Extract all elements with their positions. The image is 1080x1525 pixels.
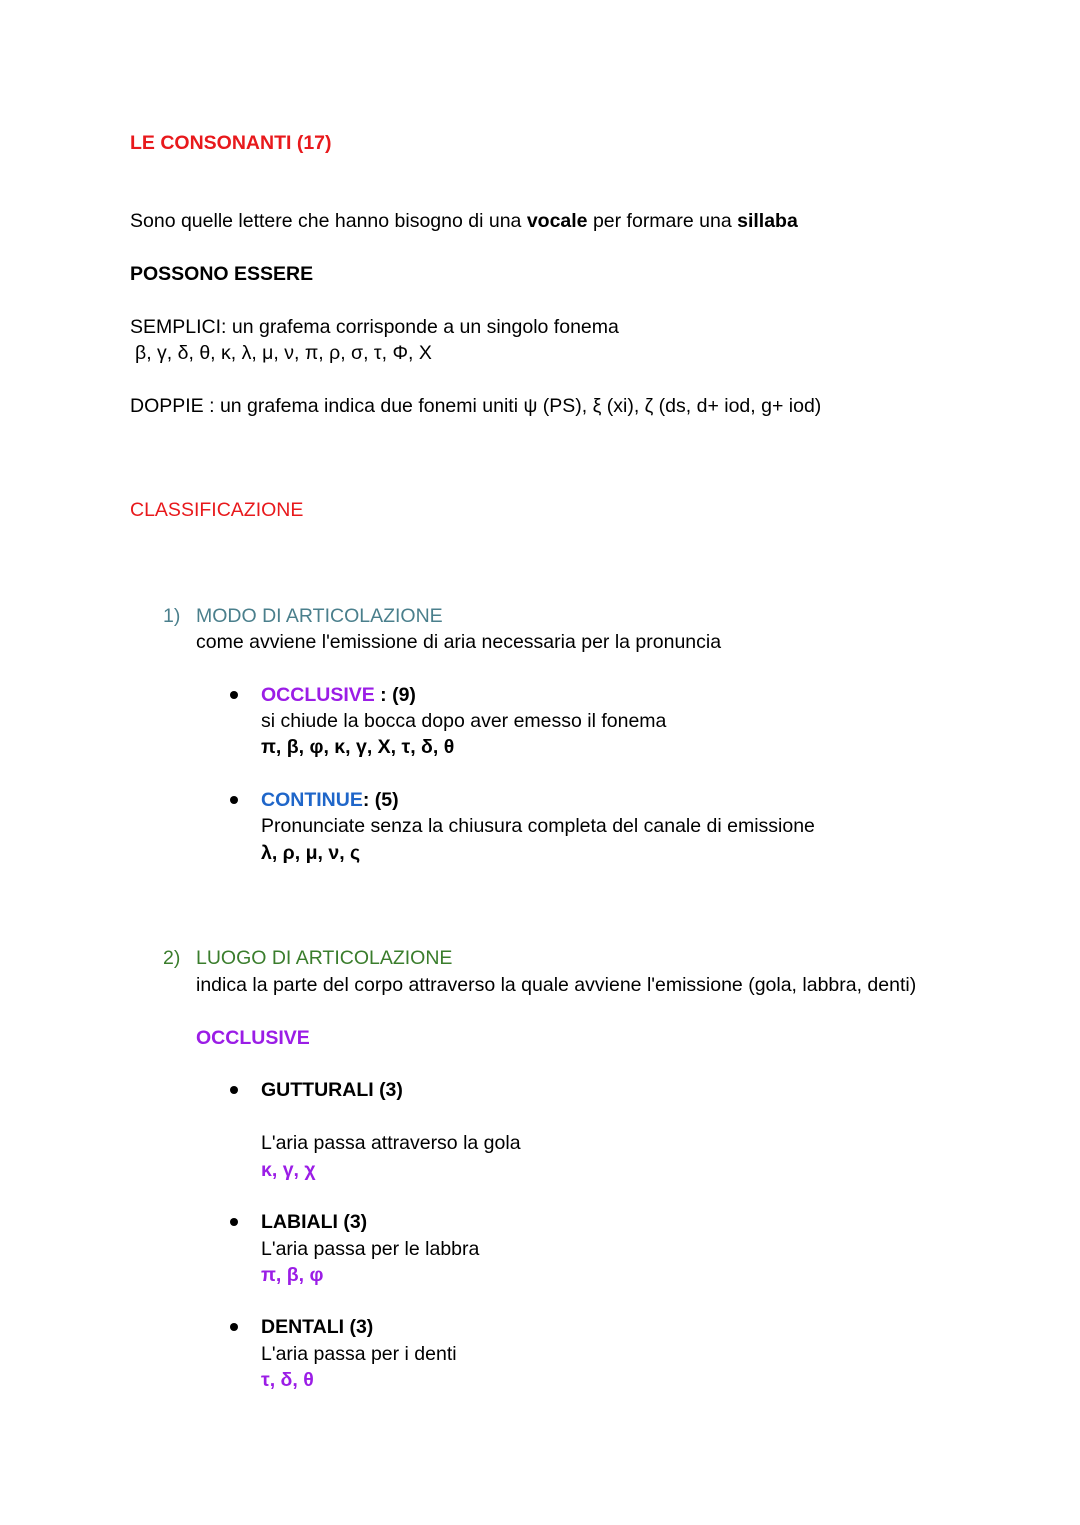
classificazione-heading: CLASSIFICAZIONE [130, 499, 304, 521]
continue-desc: Pronunciate senza la chiusura completa del canale di emissione [261, 815, 815, 837]
continue-title [261, 787, 399, 813]
occlusive-letters: π, β, φ, κ, γ, Χ, τ, δ, θ [261, 736, 455, 758]
occlusive-name: OCCLUSIVE [261, 684, 375, 706]
section1-number: 1) [163, 605, 181, 627]
dentali-desc: L'aria passa per i denti [261, 1343, 457, 1365]
section1-desc: come avviene l'emissione di aria necessaria per la pronuncia [196, 631, 722, 653]
section2-number: 2) [163, 947, 181, 969]
bullet-dentali [230, 1323, 238, 1331]
section1-heading: MODO DI ARTICOLAZIONE [196, 605, 443, 627]
section2-subheading: OCCLUSIVE [196, 1027, 310, 1049]
gutturali-title: GUTTURALI (3) [261, 1079, 403, 1101]
continue-name: CONTINUE [261, 789, 363, 811]
bullet-labiali [230, 1218, 238, 1226]
semplici-label: SEMPLICI: un grafema corrisponde a un singolo fonema [130, 316, 619, 338]
page-title: LE CONSONANTI (17) [130, 132, 332, 154]
occlusive-count: : (9) [374, 684, 416, 706]
occlusive-desc: si chiude la bocca dopo aver emesso il fonema [261, 710, 667, 732]
intro-paragraph [130, 208, 798, 234]
section2-desc: indica la parte del corpo attraverso la quale avviene l'emissione (gola, labbra, denti) [196, 974, 917, 996]
bullet-gutturali [230, 1086, 238, 1094]
gutturali-letters: κ, γ, χ [261, 1159, 316, 1181]
intro-text-2: per formare una [587, 210, 738, 232]
dentali-title: DENTALI (3) [261, 1316, 374, 1338]
doppie-text: DOPPIE : un grafema indica due fonemi uniti ψ (PS), ξ (xi), ζ (ds, d+ iod, g+ iod) [130, 395, 822, 417]
occlusive-title [261, 682, 416, 708]
labiali-letters: π, β, φ [261, 1264, 324, 1286]
intro-bold-vocale: vocale [526, 210, 588, 232]
possono-heading: POSSONO ESSERE [130, 263, 314, 285]
semplici-letters: β, γ, δ, θ, κ, λ, μ, ν, π, ρ, σ, τ, Φ, Χ [135, 342, 432, 364]
bullet-occlusive [230, 691, 238, 699]
intro-text-1: Sono quelle lettere che hanno bisogno di una [130, 210, 527, 232]
dentali-letters: τ, δ, θ [261, 1369, 314, 1391]
section2-heading: LUOGO DI ARTICOLAZIONE [196, 947, 453, 969]
labiali-desc: L'aria passa per le labbra [261, 1238, 480, 1260]
bullet-continue [230, 796, 238, 804]
gutturali-desc: L'aria passa attraverso la gola [261, 1132, 521, 1154]
continue-count: : (5) [362, 789, 399, 811]
intro-bold-sillaba: sillaba [737, 210, 798, 232]
labiali-title: LABIALI (3) [261, 1211, 368, 1233]
continue-letters: λ, ρ, μ, ν, ς [261, 842, 361, 864]
